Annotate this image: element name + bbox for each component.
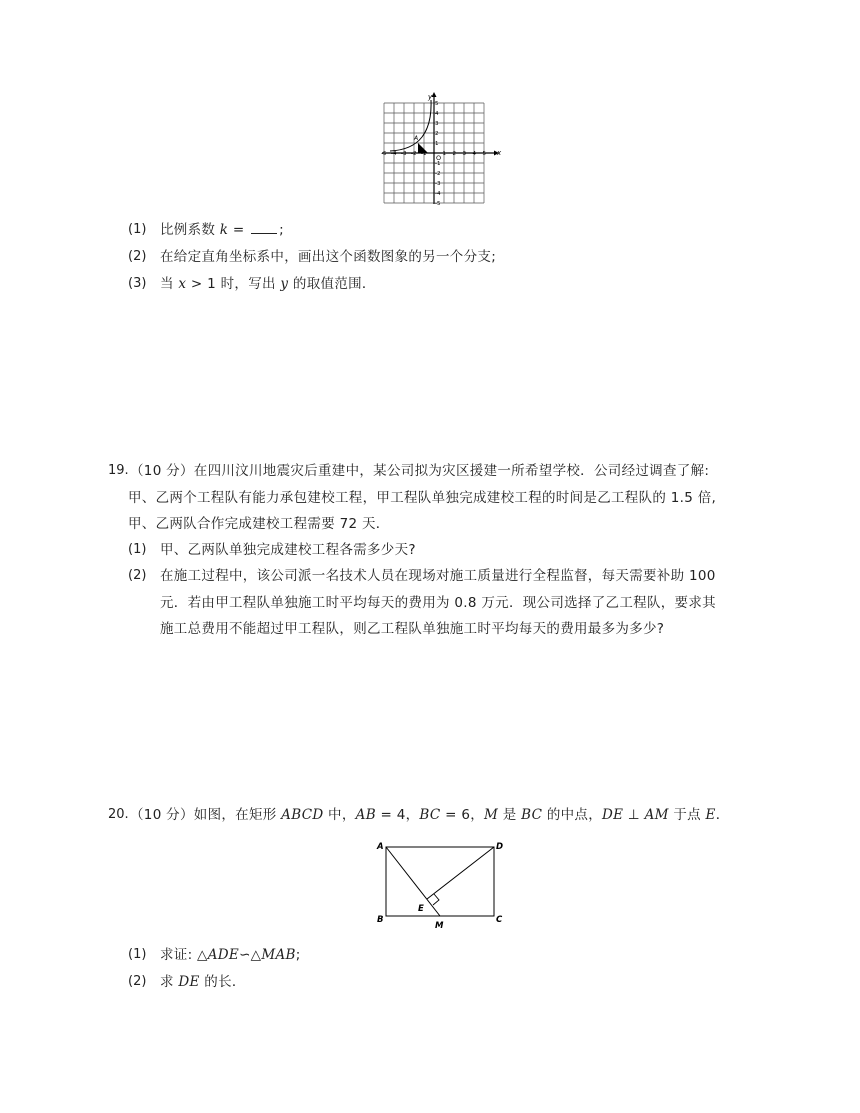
q18-part1-number: (1) xyxy=(128,222,147,237)
tick-label: -2 xyxy=(411,151,417,157)
tick-label: -4 xyxy=(435,191,441,197)
q20-part1-number: (1) xyxy=(128,947,147,962)
tick-label: 2 xyxy=(435,131,439,137)
right-angle-mark xyxy=(433,894,439,905)
y-axis-arrow xyxy=(432,92,437,97)
rectangle-abcd xyxy=(386,847,494,916)
q19-part2-line1: 在施工过程中，该公司派一名技术人员在现场对施工质量进行全程监督，每天需要补助 100 xyxy=(160,568,716,584)
q18-part1: 比例系数 k = ; xyxy=(160,222,284,238)
q19-part1-number: (1) xyxy=(128,542,147,557)
label-m: M xyxy=(435,921,444,931)
q19-part2-line2: 元．若由甲工程队单独施工时平均每天的费用为 0.8 万元．现公司选择了乙工程队，要求其 xyxy=(160,595,716,611)
tick-label: -1 xyxy=(435,161,441,167)
tick-label: 2 xyxy=(452,151,456,157)
tick-label: 3 xyxy=(435,121,439,127)
label-a: A xyxy=(377,842,384,852)
tick-label: -5 xyxy=(435,201,441,207)
tick-label: -4 xyxy=(391,151,397,157)
rectangle-figure xyxy=(372,838,508,932)
point-a-label: A xyxy=(414,135,419,142)
origin-label: O xyxy=(436,154,442,162)
q20-statement: （10 分）如图，在矩形 ABCD 中，AB = 4，BC = 6，M 是 BC 的中点，DE ⊥ AM 于点 E． xyxy=(130,807,730,823)
coordinate-graph xyxy=(378,92,500,206)
q18-part2: 在给定直角坐标系中，画出这个函数图象的另一个分支; xyxy=(160,249,497,265)
q19-part2-number: (2) xyxy=(128,568,147,583)
tick-label: 4 xyxy=(435,111,439,117)
q18-part2-number: (2) xyxy=(128,249,147,264)
q19-number: 19. xyxy=(108,463,129,478)
segment-am xyxy=(386,847,440,916)
q18-part3: 当 x > 1 时，写出 y 的取值范围． xyxy=(160,276,376,292)
label-b: B xyxy=(377,915,384,925)
q19-line3: 甲、乙两队合作完成建校工程需要 72 天． xyxy=(128,516,390,532)
tick-label: -1 xyxy=(421,151,427,157)
x-label: x xyxy=(497,149,502,157)
tick-label: -2 xyxy=(435,171,441,177)
tick-label: 3 xyxy=(462,151,466,157)
tick-label: 4 xyxy=(472,151,476,157)
tick-label: 5 xyxy=(435,101,439,107)
q19-line1: （10 分）在四川汶川地震灾后重建中，某公司拟为灾区援建一所希望学校．公司经过调查了解: xyxy=(130,463,710,479)
answer-blank[interactable] xyxy=(251,221,277,234)
tick-label: 1 xyxy=(442,151,446,157)
q19-part1: 甲、乙两队单独完成建校工程各需多少天? xyxy=(160,542,416,558)
q20-part1: 求证: △ADE∽△MAB; xyxy=(160,947,301,963)
q18-part3-number: (3) xyxy=(128,276,147,291)
q19-part2-line3: 施工总费用不能超过甲工程队，则乙工程队单独施工时平均每天的费用最多为多少? xyxy=(160,621,665,637)
tick-label: -5 xyxy=(381,151,387,157)
q20-number: 20. xyxy=(108,807,129,822)
tick-label: 5 xyxy=(482,151,486,157)
segment-de xyxy=(427,847,494,899)
label-d: D xyxy=(496,842,504,852)
q20-part2: 求 DE 的长． xyxy=(160,974,246,990)
function-curve xyxy=(390,100,431,151)
q20-part2-number: (2) xyxy=(128,974,147,989)
q19-line2: 甲、乙两个工程队有能力承包建校工程，甲工程队单独完成建校工程的时间是乙工程队的 1.5 倍, xyxy=(128,490,717,506)
tick-label: -3 xyxy=(435,181,441,187)
tick-label: 1 xyxy=(435,141,439,147)
y-label: y xyxy=(428,93,433,101)
tick-label: -3 xyxy=(401,151,407,157)
label-e: E xyxy=(418,904,424,914)
label-c: C xyxy=(496,915,503,925)
